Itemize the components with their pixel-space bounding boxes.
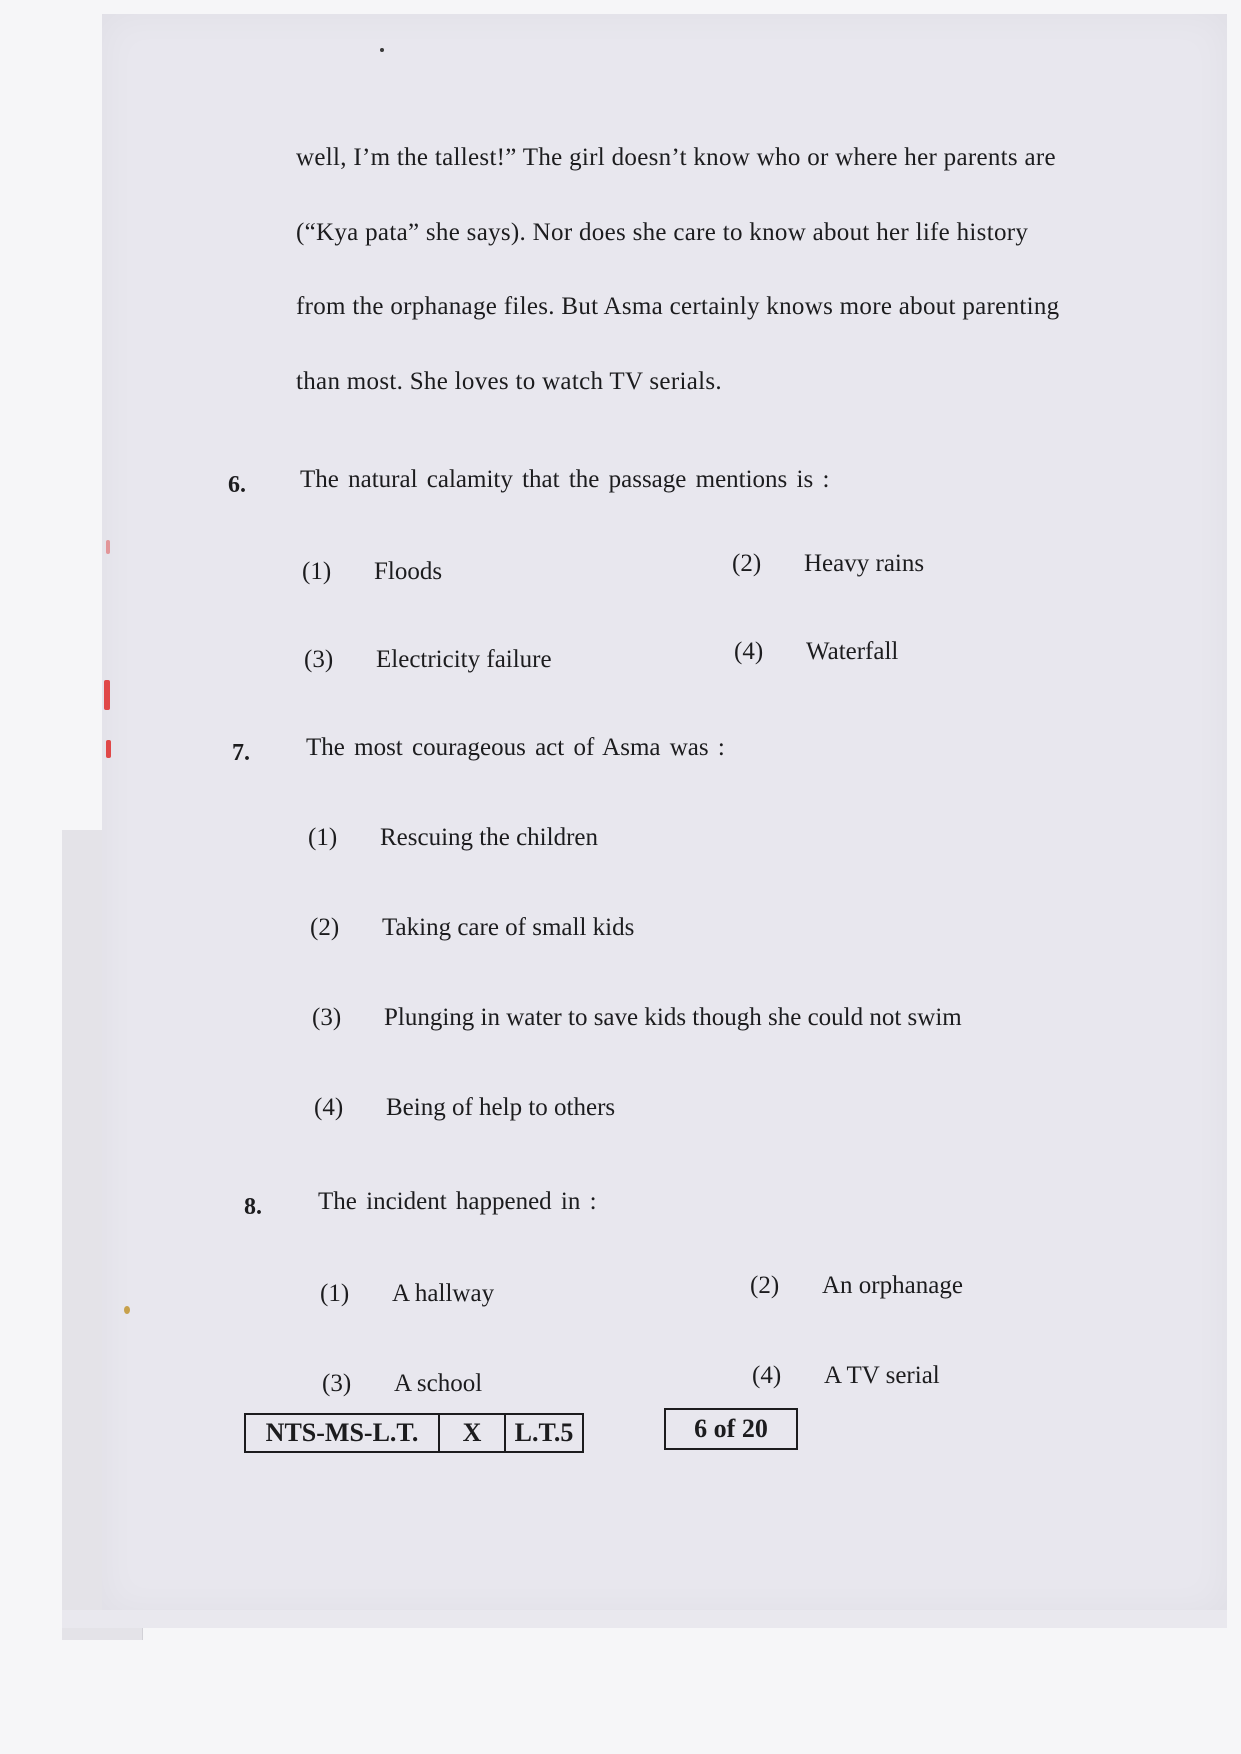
option-number: (2) <box>310 914 340 941</box>
option-text: Taking care of small kids <box>382 914 635 941</box>
question-number: 6. <box>228 472 246 498</box>
option-text: Floods <box>374 558 443 585</box>
passage-line: than most. She loves to watch TV serials. <box>296 368 722 395</box>
option-text: Waterfall <box>806 638 899 665</box>
option-number: (1) <box>308 824 338 851</box>
option-number: (4) <box>314 1094 344 1121</box>
answer-option[interactable] <box>308 824 598 852</box>
question-number: 8. <box>244 1194 262 1220</box>
answer-option[interactable] <box>310 914 634 942</box>
answer-option[interactable] <box>314 1094 615 1122</box>
option-number: (3) <box>312 1004 342 1031</box>
option-text: Being of help to others <box>386 1094 616 1121</box>
option-number: (2) <box>732 550 762 577</box>
option-text: Rescuing the children <box>380 824 598 851</box>
answer-option[interactable] <box>734 638 898 666</box>
answer-option[interactable] <box>750 1272 963 1300</box>
option-text: A school <box>394 1370 483 1397</box>
question-text: The incident happened in : <box>318 1188 597 1215</box>
option-text: A hallway <box>392 1280 495 1307</box>
passage-line: from the orphanage files. But Asma certainly knows more about parenting <box>296 293 1060 320</box>
option-number: (2) <box>750 1272 780 1299</box>
option-text: An orphanage <box>822 1272 963 1299</box>
option-text: Plunging in water to save kids though she could not swim <box>384 1004 962 1031</box>
option-number: (4) <box>734 638 764 665</box>
option-number: (1) <box>320 1280 350 1307</box>
answer-option[interactable] <box>322 1370 482 1398</box>
passage-line: (“Kya pata” she says). Nor does she care to know about her life history <box>296 219 1029 246</box>
paper-code-box <box>244 1413 584 1453</box>
option-text: Heavy rains <box>804 550 925 577</box>
set-code: L.T.5 <box>504 1415 582 1451</box>
answer-option[interactable] <box>752 1362 940 1390</box>
question-text: The most courageous act of Asma was : <box>306 734 725 761</box>
option-text: A TV serial <box>824 1362 940 1389</box>
answer-option[interactable] <box>312 1004 962 1032</box>
answer-option[interactable] <box>304 646 552 674</box>
question-text: The natural calamity that the passage mentions is : <box>300 466 830 493</box>
answer-option[interactable] <box>320 1280 494 1308</box>
option-number: (3) <box>304 646 334 673</box>
option-number: (3) <box>322 1370 352 1397</box>
option-text: Electricity failure <box>376 646 552 673</box>
option-number: (4) <box>752 1362 782 1389</box>
page-number: 6 of 20 <box>664 1408 798 1450</box>
question-number: 7. <box>232 740 250 766</box>
class-code: X <box>438 1415 504 1451</box>
option-number: (1) <box>302 558 332 585</box>
answer-option[interactable] <box>302 558 442 586</box>
paper-code: NTS-MS-L.T. <box>265 1418 419 1447</box>
answer-option[interactable] <box>732 550 924 578</box>
passage-line: well, I’m the tallest!” The girl doesn’t know who or where her parents are <box>296 144 1056 171</box>
